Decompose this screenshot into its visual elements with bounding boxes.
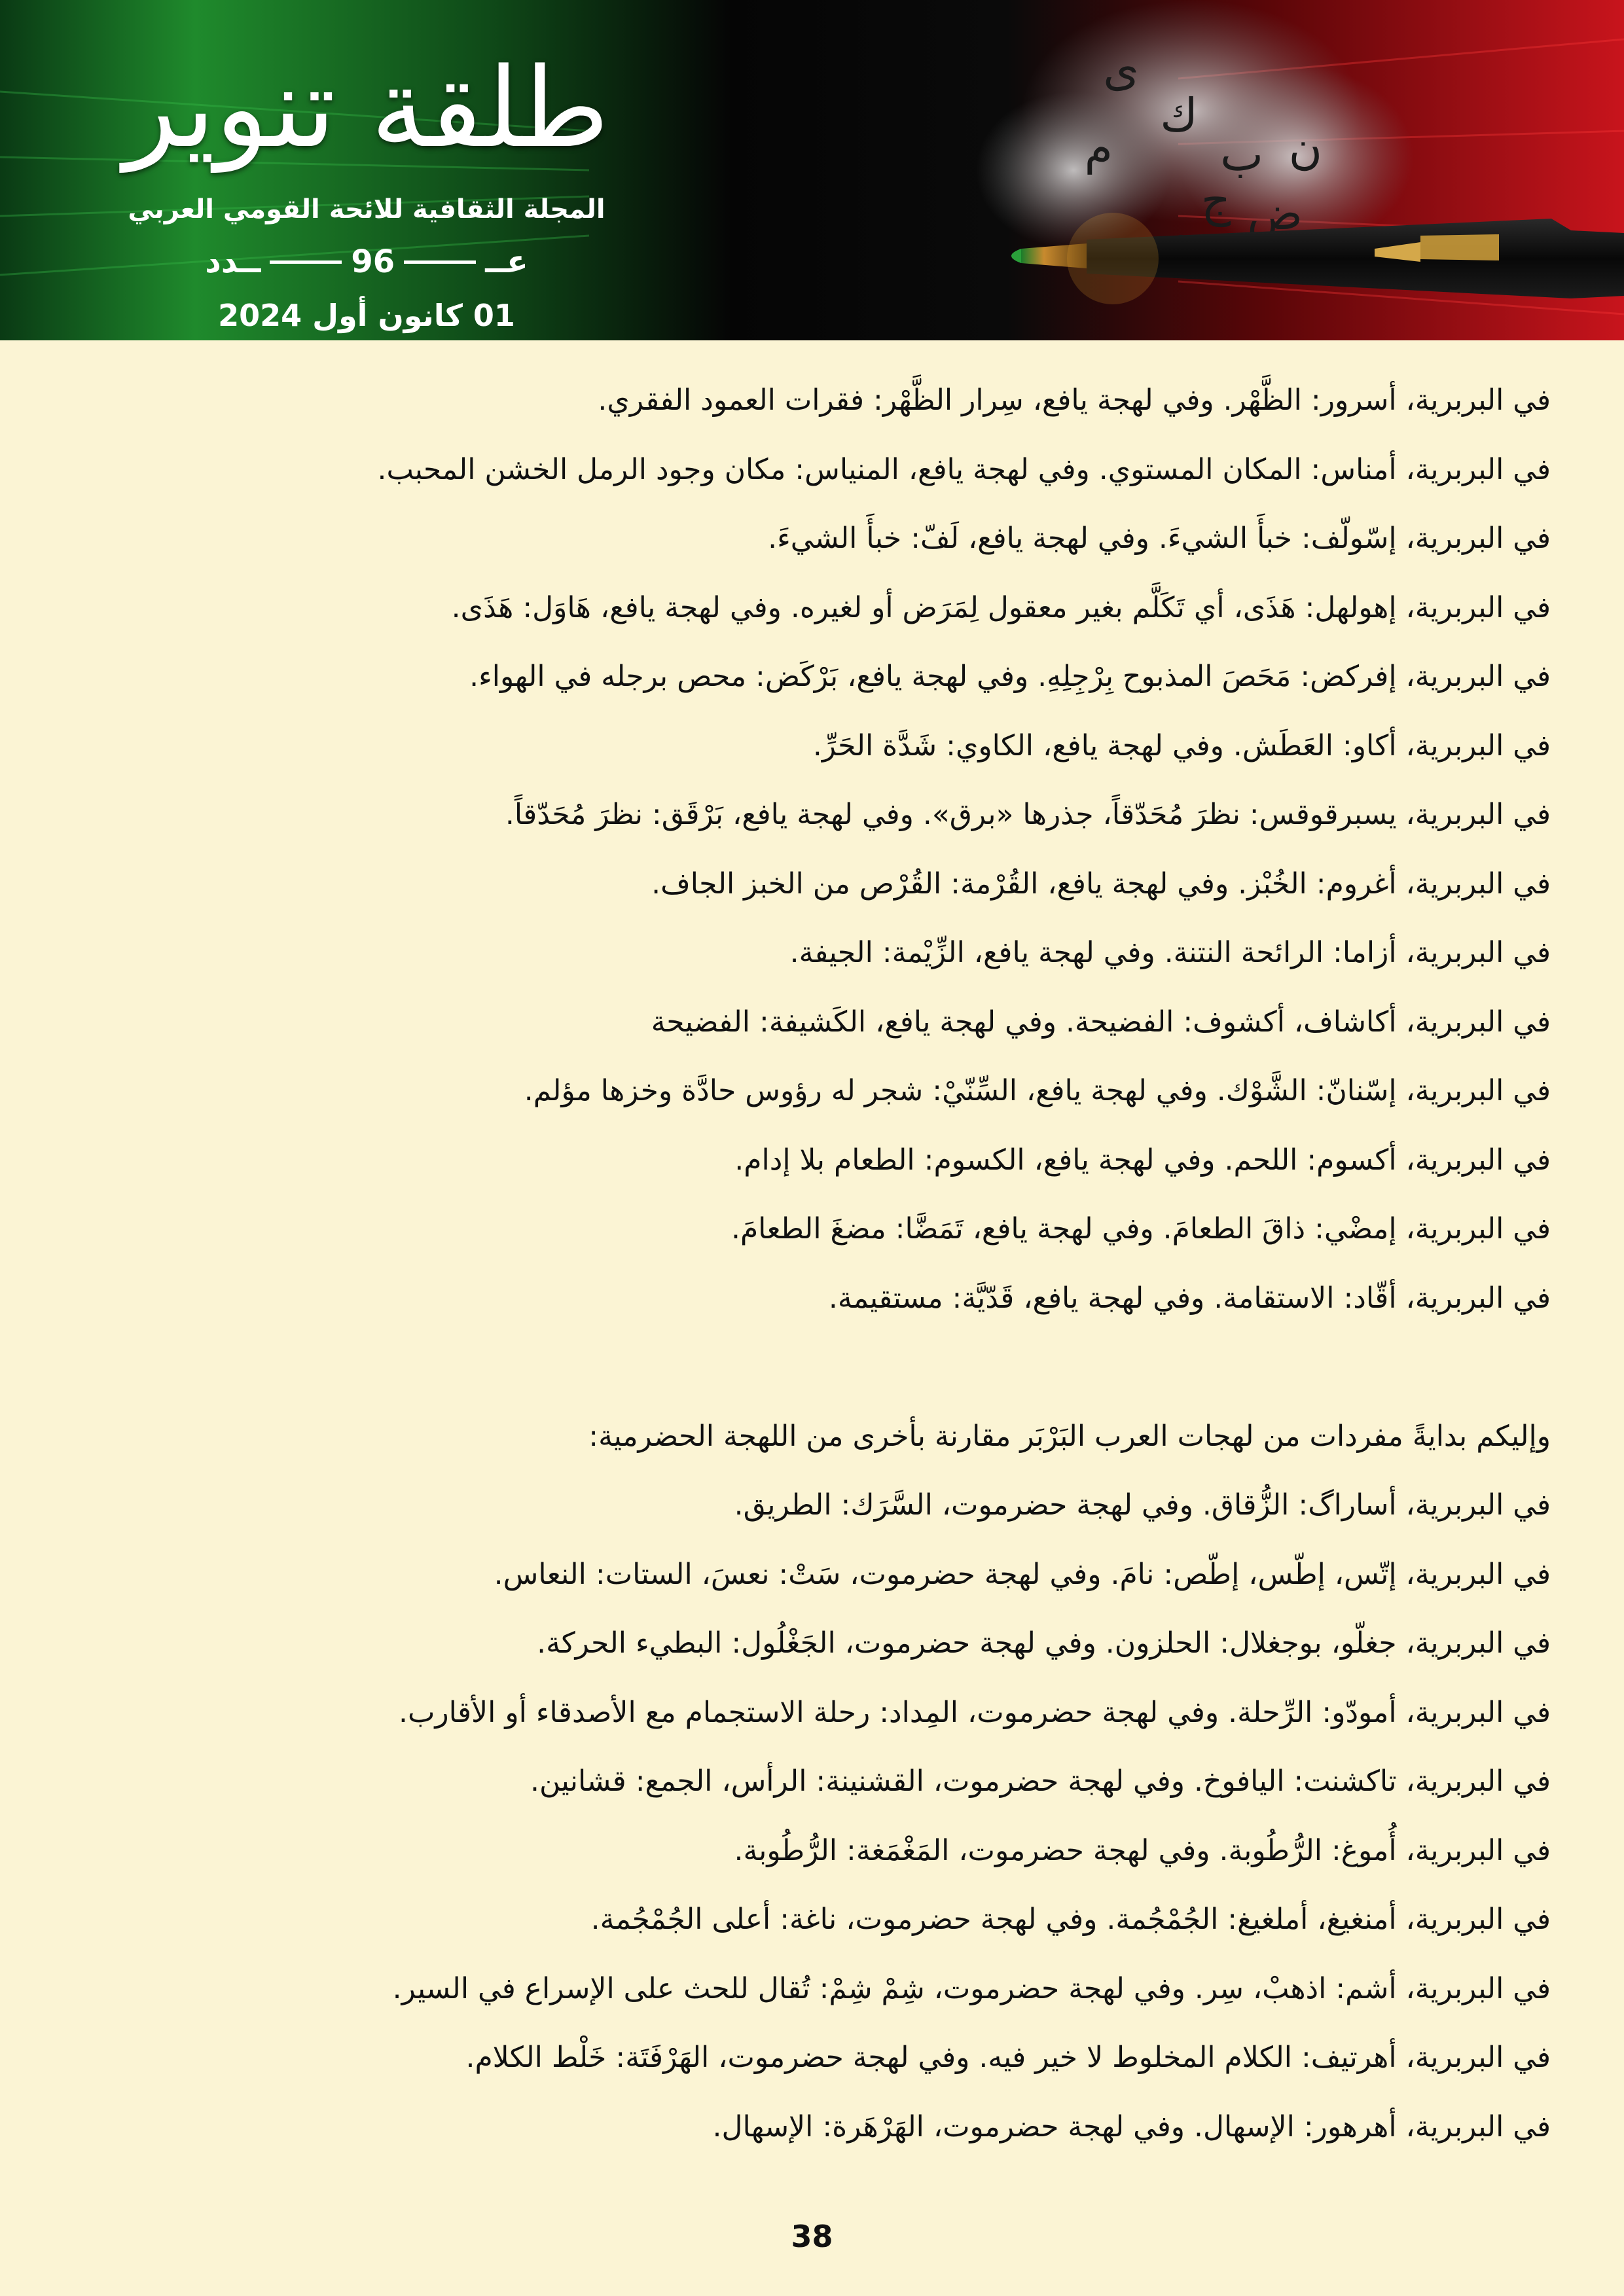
paragraph: في البربرية، أكسوم: اللحم. وفي لهجة يافع، الكسوم: الطعام بلا إدام. [734, 1143, 1551, 1177]
magazine-subtitle: المجلة الثقافية للائحة القومي العربي [128, 194, 605, 224]
issue-number: 96 [351, 243, 395, 280]
paragraph: في البربرية، أزاما: الرائحة النتنة. وفي لهجة يافع، الزِّيْمة: الجيفة. [789, 936, 1551, 969]
paragraph: في البربرية، إسّنانّ: الشَّوْك. وفي لهجة يافع، السِّنّيْ: شجر له رؤوس حادَّة وخزها مؤلم. [524, 1074, 1551, 1107]
paragraph: في البربرية، إمضْي: ذاقَ الطعامَ. وفي لهجة يافع، تَمَضَّا: مضغَ الطعامَ. [731, 1212, 1551, 1246]
paragraph: في البربرية، جغلّو، بوجغلال: الحلزون. وفي لهجة حضرموت، الجَغْلُول: البطيء الحركة. [537, 1626, 1551, 1660]
paragraph: في البربرية، أشم: اذهبْ، سِر. وفي لهجة حضرموت، شِمْ شِمْ: تُقال للحث على الإسراع في السير. [392, 1971, 1551, 2005]
issue-date: 01 كانون أول 2024 [218, 298, 515, 333]
svg-text:ض: ض [1247, 187, 1303, 240]
paragraph: في البربرية، أقّاد: الاستقامة. وفي لهجة يافع، قَدّيَّة: مستقيمة. [828, 1281, 1551, 1315]
paragraph: في البربرية، إفركض: مَحَصَ المذبوح بِرْجِلِهِ. وفي لهجة يافع، بَرْكَض: محص برجله في الهواء. [469, 660, 1551, 693]
page-number: 38 [791, 2219, 833, 2254]
paragraph: في البربرية، أساراگ: الزُّقاق. وفي لهجة حضرموت، السَّرَك: الطريق. [734, 1488, 1551, 1522]
issue-dash-left [270, 260, 342, 264]
svg-text:ى: ى [1103, 43, 1139, 96]
svg-text:ج: ج [1200, 173, 1231, 227]
issue-dash-right [404, 260, 476, 264]
svg-text:ك: ك [1160, 88, 1198, 142]
paragraph: في البربرية، يسبرقوقس: نظرَ مُحَدّقاً، جذرها «برق». وفي لهجة يافع، بَرْقَق: نظرَ مُحَدّقاً. [505, 798, 1551, 831]
svg-text:م: م [1084, 121, 1113, 175]
issue-suffix: ــدد [205, 243, 261, 280]
paragraph: في البربرية، إتّس، إطّس، إطّص: نامَ. وفي لهجة حضرموت، سَتْ: نعسَ، الستات: النعاس. [494, 1557, 1551, 1591]
issue-prefix: عــ [485, 243, 528, 280]
svg-text:ب: ب [1220, 128, 1263, 181]
paragraph: في البربرية، أكاشاف، أكشوف: الفضيحة. وفي لهجة يافع، الكَشيفة: الفضيحة [651, 1005, 1551, 1039]
paragraph: في البربرية، أمودّو: الرِّحلة. وفي لهجة حضرموت، المِداد: رحلة الاستجمام مع الأصدقاء أو الأقارب. [398, 1695, 1551, 1729]
svg-text:ن: ن [1288, 121, 1322, 175]
paragraph: في البربرية، إسّولّف: خبأَ الشيءَ. وفي لهجة يافع، لَفّ: خبأَ الشيءَ. [768, 522, 1551, 555]
paragraph: في البربرية، أمناس: المكان المستوي. وفي لهجة يافع، المنياس: مكان وجود الرمل الخشن المحبب. [377, 452, 1551, 486]
paragraph: في البربرية، أهرتيف: الكلام المخلوط لا خير فيه. وفي لهجة حضرموت، الهَرْفَتَة: خَلْط الكلام. [465, 2041, 1551, 2074]
paragraph: في البربرية، أمنغيغ، أملغيغ: الجُمْجُمة. وفي لهجة حضرموت، ناغة: أعلى الجُمْجُمة. [590, 1903, 1551, 1936]
blank-line [73, 1348, 1551, 1417]
paragraph: في البربرية، أغروم: الخُبْز. وفي لهجة يافع، القُرْمة: القُرْص من الخبز الجاف. [651, 867, 1551, 901]
paragraph: في البربرية، تاكشنت: اليافوخ. وفي لهجة حضرموت، القشنينة: الرأس، الجمع: قشانين. [530, 1765, 1551, 1798]
paragraph: في البربرية، أكاو: العَطَش. وفي لهجة يافع، الكاوي: شَدَّة الحَرِّ. [812, 728, 1551, 762]
paragraph: في البربرية، إهولهل: هَذَى، أي تَكَلَّم بغير معقول لِمَرَض أو لغيره. وفي لهجة يافع، هَاوَل: هَذَى. [451, 590, 1551, 624]
article-body [73, 381, 1551, 2176]
paragraph: في البربرية، أُموغ: الرُّطُوبة. وفي لهجة حضرموت، المَغْمَغة: الرُّطُوبة. [734, 1833, 1551, 1867]
paragraph: في البربرية، أهرهور: الإسهال. وفي لهجة حضرموت، الهَرْهَرة: الإسهال. [712, 2109, 1551, 2144]
magazine-title: طلقة تنوير [124, 44, 609, 172]
issue-number-line [98, 242, 635, 281]
paragraph: في البربرية، أسرور: الظَّهْر. وفي لهجة يافع، سِرار الظَّهْر: فقرات العمود الفقري. [598, 384, 1551, 417]
section-intro: وإليكم بدايةً مفردات من لهجات العرب البَرْبَر مقارنة بأخرى من اللهجة الحضرمية: [588, 1419, 1551, 1453]
header-banner [0, 0, 1624, 340]
masthead [98, 46, 635, 335]
